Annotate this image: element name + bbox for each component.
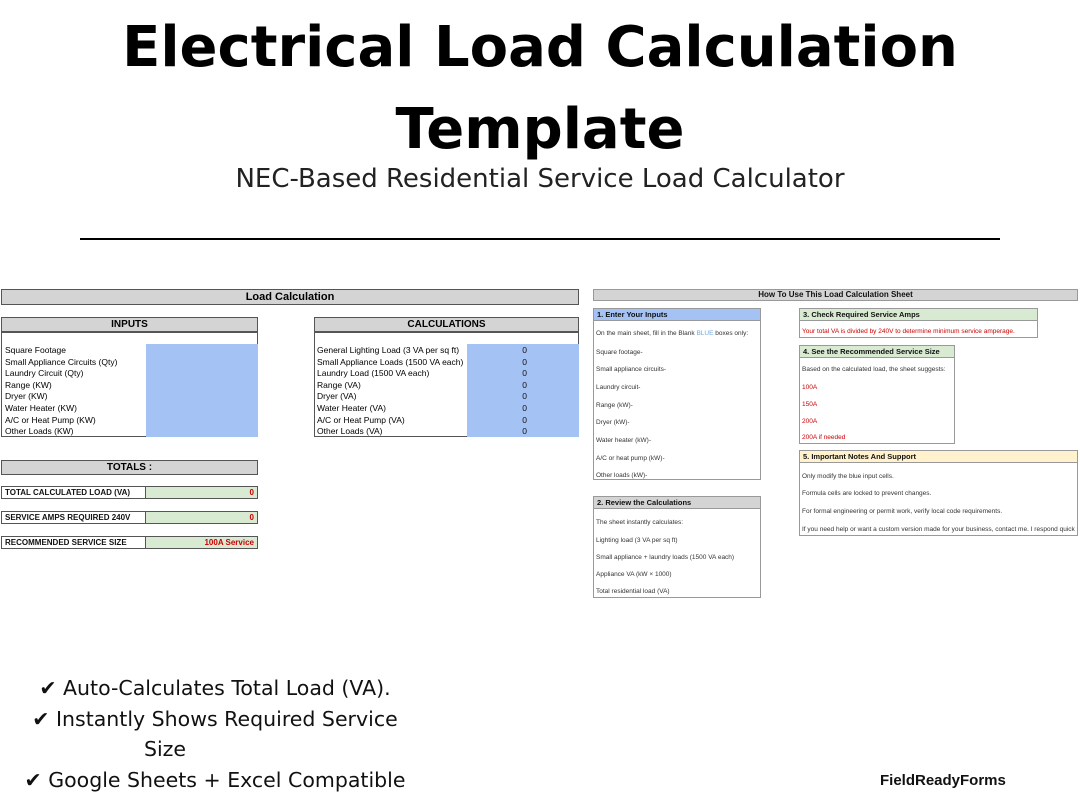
step1-intro: On the main sheet, fill in the Blank BLUE boxes only:	[596, 330, 749, 337]
step5-item: For formal engineering or permit work, verify local code requirements.	[802, 508, 1003, 515]
input-label-laundry: Laundry Circuit (Qty)	[5, 368, 84, 379]
total-load-label: TOTAL CALCULATED LOAD (VA)	[5, 488, 131, 497]
totals-header: TOTALS :	[1, 460, 258, 475]
step5-title: 5. Important Notes And Support	[800, 451, 1077, 463]
step3-text: Your total VA is divided by 240V to determine minimum service amperage.	[802, 328, 1015, 335]
step2-item: Appliance VA (kW × 1000)	[596, 571, 672, 578]
inputs-table	[1, 332, 258, 437]
howto-step2	[593, 496, 761, 598]
calculations-blue-cells	[467, 344, 579, 437]
input-label-dryer: Dryer (KW)	[5, 391, 48, 402]
feature-auto-calculates: ✔ Auto-Calculates Total Load (VA).	[39, 676, 391, 700]
calc-label-dryer: Dryer (VA)	[317, 391, 357, 402]
feature-service-shows: ✔ Instantly Shows Required Service	[32, 707, 398, 731]
feature-compatibility: ✔ Google Sheets + Excel Compatible	[24, 768, 406, 792]
page-subtitle: NEC-Based Residential Service Load Calculator	[235, 164, 845, 194]
step4-intro: Based on the calculated load, the sheet suggests:	[802, 366, 946, 373]
step4-item: 200A if needed	[802, 434, 846, 441]
step2-item: Lighting load (3 VA per sq ft)	[596, 537, 678, 544]
calc-value-small-appliance: 0	[522, 356, 527, 367]
calc-value-lighting: 0	[522, 345, 527, 355]
step1-item: Dryer (kW)-	[596, 419, 630, 426]
calc-value-laundry: 0	[522, 368, 527, 379]
calc-value-other: 0	[522, 426, 527, 437]
step5-item: If you need help or want a custom version made for your business, contact me. I respond quick	[802, 526, 1075, 533]
step2-item: Total residential load (VA)	[596, 588, 670, 595]
inputs-blue-cells[interactable]	[146, 344, 258, 437]
step4-title: 4. See the Recommended Service Size	[800, 346, 954, 358]
input-label-other: Other Loads (KW)	[5, 426, 74, 437]
step2-title: 2. Review the Calculations	[594, 497, 760, 509]
calc-label-laundry: Laundry Load (1500 VA each)	[317, 368, 430, 379]
input-label-water-heater: Water Heater (KW)	[5, 403, 77, 413]
howto-title: How To Use This Load Calculation Sheet	[593, 289, 1078, 301]
calc-value-water-heater: 0	[522, 403, 527, 413]
step1-item: Other loads (kW)-	[596, 472, 648, 479]
calc-label-other: Other Loads (VA)	[317, 426, 383, 437]
step1-item: Small appliance circuits-	[596, 366, 667, 373]
service-size-row	[1, 536, 258, 549]
calc-label-water-heater: Water Heater (VA)	[317, 403, 386, 413]
step4-item: 150A	[802, 401, 818, 408]
service-size-label: RECOMMENDED SERVICE SIZE	[5, 538, 127, 547]
step1-item: A/C or heat pump (kW)-	[596, 455, 665, 462]
calc-value-dryer: 0	[522, 391, 527, 402]
calc-value-range: 0	[522, 379, 527, 390]
step1-item: Water heater (kW)-	[596, 437, 652, 444]
calc-label-lighting: General Lighting Load (3 VA per sq ft)	[317, 345, 460, 355]
step2-item: The sheet instantly calculates:	[596, 519, 684, 526]
brand-name: FieldReadyForms	[880, 772, 1006, 789]
step3-title: 3. Check Required Service Amps	[800, 309, 1037, 321]
service-amps-value: 0	[145, 512, 257, 523]
calc-label-ac: A/C or Heat Pump (VA)	[317, 414, 405, 425]
calc-value-ac: 0	[522, 414, 527, 425]
howto-step1	[593, 308, 761, 480]
step2-item: Small appliance + laundry loads (1500 VA each)	[596, 554, 735, 561]
step4-item: 100A	[802, 384, 818, 391]
service-size-value: 100A Service	[145, 537, 257, 548]
step1-item: Laundry circuit-	[596, 384, 641, 391]
inputs-header: INPUTS	[1, 317, 258, 332]
step1-item: Square footage-	[596, 349, 643, 356]
howto-step5	[799, 450, 1078, 536]
divider-line	[80, 238, 1000, 240]
step5-item: Only modify the blue input cells.	[802, 473, 894, 480]
step4-item: 200A	[802, 418, 818, 425]
step5-item: Formula cells are locked to prevent changes.	[802, 490, 932, 497]
step1-item: Range (kW)-	[596, 402, 633, 409]
input-label-square-footage: Square Footage	[5, 345, 66, 355]
calculations-header: CALCULATIONS	[314, 317, 579, 332]
total-load-row	[1, 486, 258, 499]
page-title-line2: Template	[395, 97, 685, 162]
service-amps-label: SERVICE AMPS REQUIRED 240V	[5, 513, 131, 522]
step1-title: 1. Enter Your Inputs	[594, 309, 760, 321]
service-amps-row	[1, 511, 258, 524]
total-load-value: 0	[145, 487, 257, 498]
input-label-ac: A/C or Heat Pump (KW)	[5, 414, 96, 425]
calc-label-small-appliance: Small Appliance Loads (1500 VA each)	[317, 356, 464, 367]
page-title-line1: Electrical Load Calculation	[122, 15, 958, 80]
sheet-title: Load Calculation	[1, 289, 579, 305]
input-label-small-appliance: Small Appliance Circuits (Qty)	[5, 356, 118, 367]
calculations-table	[314, 332, 579, 437]
howto-step3	[799, 308, 1038, 338]
calc-label-range: Range (VA)	[317, 379, 361, 390]
input-label-range: Range (KW)	[5, 379, 52, 390]
howto-step4	[799, 345, 955, 444]
feature-service-shows-cont: Size	[143, 737, 187, 761]
